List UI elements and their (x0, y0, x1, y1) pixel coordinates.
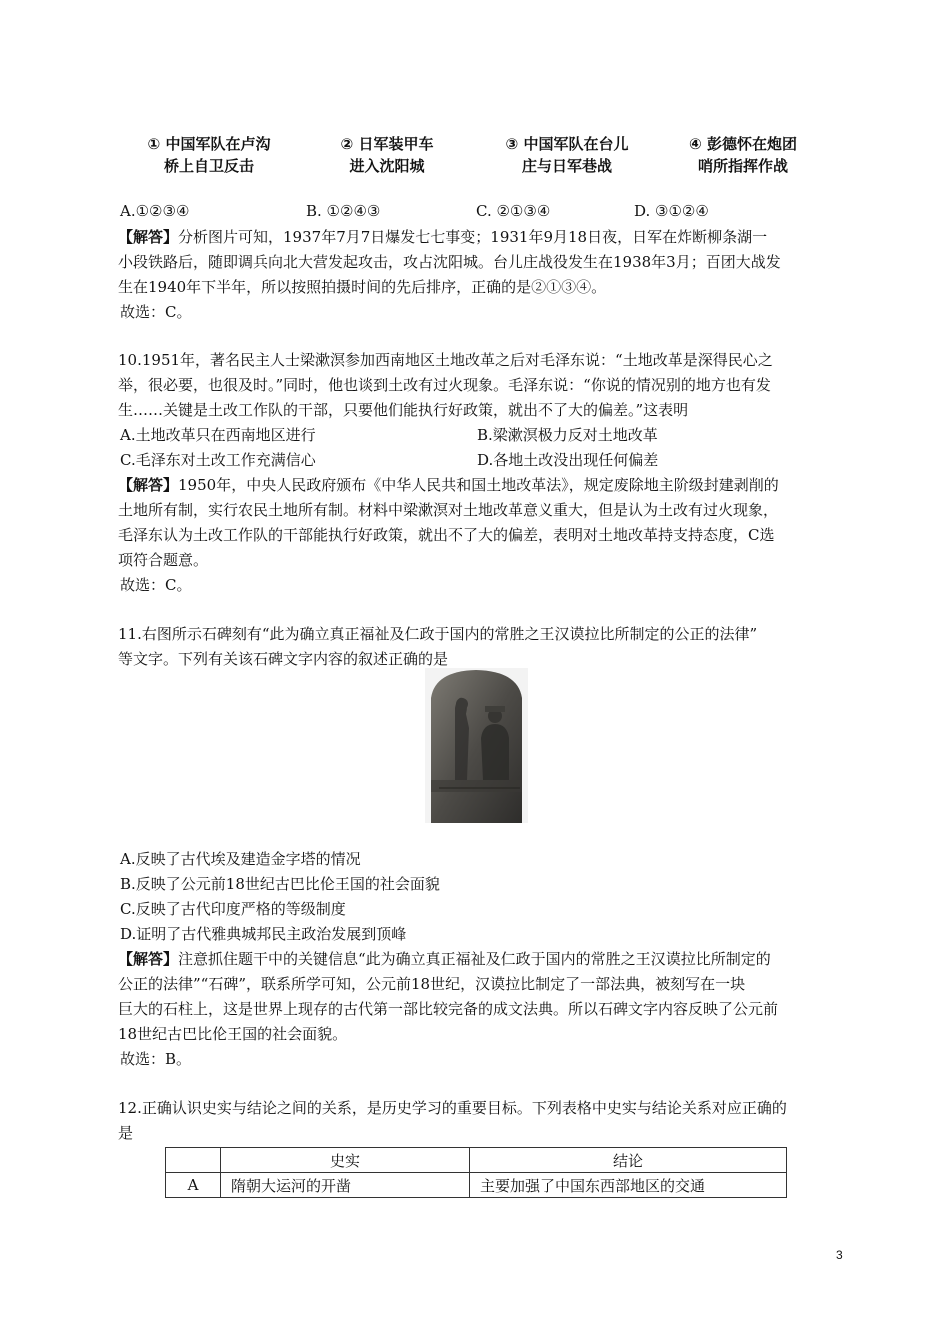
caption-4-line1: ④ 彭德怀在炮团 (689, 135, 797, 153)
answer-text: 分析图片可知，1937年7月7日爆发七七事变；1931年9月18日夜，日军在炸断柳条湖一 (178, 228, 768, 246)
q11-answer-line-4: 18世纪古巴比伦王国的社会面貌。 (118, 1025, 348, 1043)
row-conclusion: 主要加强了中国东西部地区的交通 (470, 1173, 787, 1198)
q10-answer-line-4: 项符合题意。 (118, 551, 209, 569)
caption-2-line1: ② 日军装甲车 (340, 135, 434, 153)
q9-option-d: D. ③①②④ (634, 202, 709, 220)
q10-option-c: C.毛泽东对土改工作充满信心 (120, 451, 316, 469)
caption-1-line1: ① 中国军队在卢沟 (147, 135, 271, 153)
q11-answer-line-1 (118, 947, 771, 972)
caption-3-line2: 庄与日军巷战 (521, 157, 612, 175)
row-fact: 隋朝大运河的开凿 (221, 1173, 470, 1198)
q9-choice: 故选：C。 (120, 303, 192, 321)
q12-stem-line-1: 12.正确认识史实与结论之间的关系，是历史学习的重要目标。下列表格中史实与结论关系对应正确的 (118, 1099, 787, 1117)
q10-choice: 故选：C。 (120, 576, 192, 594)
answer-label: 【解答】 (118, 950, 179, 968)
q10-option-b: B.梁漱溟极力反对土地改革 (477, 426, 658, 444)
caption-4-line2: 哨所指挥作战 (697, 157, 788, 175)
q11-option-c: C.反映了古代印度严格的等级制度 (120, 900, 346, 918)
table-row (166, 1173, 787, 1198)
stele-image (425, 668, 528, 823)
q11-answer-line-3: 巨大的石柱上，这是世界上现存的古代第一部比较完备的成文法典。所以石碑文字内容反映了公元前 (118, 1000, 779, 1018)
q12-table (165, 1147, 787, 1198)
caption-4 (658, 133, 828, 177)
q9-option-c: C. ②①③④ (476, 202, 551, 220)
q9-answer-line-2: 小段铁路后，随即调兵向北大营发起攻击，攻占沈阳城。台儿庄战役发生在1938年3月；百团大战发 (118, 253, 781, 271)
header-cell-empty (166, 1148, 221, 1173)
q9-option-b: B. ①②④③ (306, 202, 381, 220)
q10-stem-line-3: 生……关键是土改工作队的干部，只要他们能执行好政策，就出不了大的偏差。”这表明 (118, 401, 689, 419)
answer-text: 注意抓住题干中的关键信息“此为确立真正福祉及仁政于国内的常胜之王汉谟拉比所制定的 (178, 950, 771, 968)
header-cell-fact: 史实 (221, 1148, 470, 1173)
q11-option-b: B.反映了公元前18世纪古巴比伦王国的社会面貌 (120, 875, 440, 893)
q11-stem-line-1: 11.右图所示石碑刻有“此为确立真正福祉及仁政于国内的常胜之王汉谟拉比所制定的公正的法律” (118, 625, 758, 643)
q11-answer-line-2: 公正的法律”“石碑”，联系所学可知，公元前18世纪，汉谟拉比制定了一部法典，被刻写在一块 (118, 975, 746, 993)
q10-stem-line-1: 10.1951年，著名民主人士梁漱溟参加西南地区土地改革之后对毛泽东说：“土地改革是深得民心之 (118, 351, 773, 369)
answer-text: 1950年，中央人民政府颁布《中华人民共和国土地改革法》，规定废除地主阶级封建剥削的 (178, 476, 779, 494)
row-label: A (166, 1173, 221, 1198)
table-header-row (166, 1148, 787, 1173)
caption-1-line2: 桥上自卫反击 (163, 157, 254, 175)
q10-answer-line-3: 毛泽东认为土改工作队的干部能执行好政策，就出不了大的偏差，表明对土地改革持支持态度，C选 (118, 526, 775, 544)
page-number: 3 (836, 1248, 843, 1262)
q10-stem-line-2: 举，很必要，也很及时。”同时，他也谈到土改有过火现象。毛泽东说：“你说的情况别的地方也有发 (118, 376, 771, 394)
q9-answer-line-3: 生在1940年下半年，所以按照拍摄时间的先后排序，正确的是②①③④。 (118, 278, 607, 296)
caption-2 (302, 133, 472, 177)
q10-answer-line-2: 土地所有制，实行农民土地所有制。材料中梁漱溟对土地改革意义重大，但是认为土改有过火现象， (118, 501, 779, 519)
caption-3 (482, 133, 652, 177)
q10-answer-line-1 (118, 473, 779, 498)
answer-label: 【解答】 (118, 476, 179, 494)
header-cell-conclusion: 结论 (470, 1148, 787, 1173)
q10-option-a: A.土地改革只在西南地区进行 (120, 426, 316, 444)
q11-choice: 故选：B。 (120, 1050, 192, 1068)
q11-option-d: D.证明了古代雅典城邦民主政治发展到顶峰 (120, 925, 407, 943)
caption-3-line1: ③ 中国军队在台儿 (505, 135, 629, 153)
q9-option-a: A.①②③④ (120, 202, 190, 220)
caption-1 (124, 133, 294, 177)
q10-option-d: D.各地土改没出现任何偏差 (477, 451, 659, 469)
q12-stem-line-2: 是 (118, 1124, 134, 1142)
caption-2-line2: 进入沈阳城 (349, 157, 425, 175)
q11-option-a: A.反映了古代埃及建造金字塔的情况 (120, 850, 361, 868)
q9-answer-line-1 (118, 225, 767, 250)
q11-stem-line-2: 等文字。下列有关该石碑文字内容的叙述正确的是 (118, 650, 449, 668)
answer-label: 【解答】 (118, 228, 179, 246)
